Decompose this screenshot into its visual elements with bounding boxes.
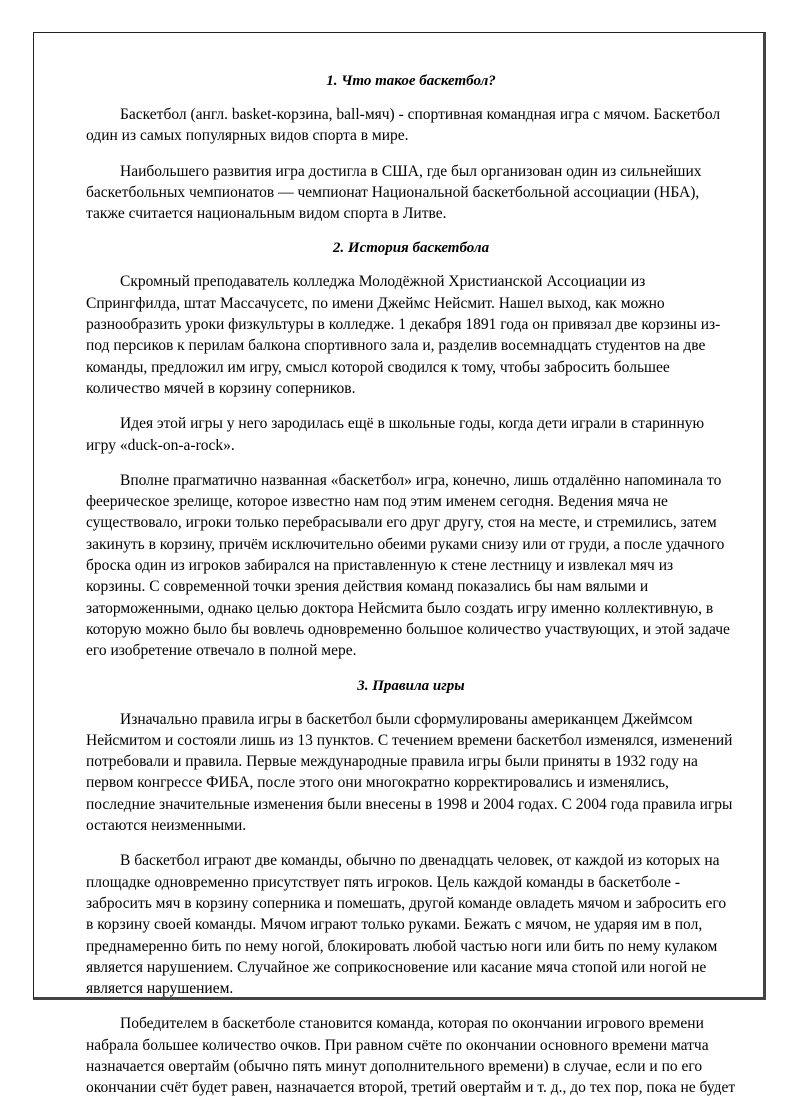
paragraph: В баскетбол играют две команды, обычно по двенадцать человек, от каждой из которых на площадке одновременно присутствует пять игроков. Цель каждой команды в баскетболе - забросить мяч в корзину соперника и помешать, другой команде овладеть мячом и забросить его в корзину своей команды. Мячом играют только руками. Бежать с мячом, не ударяя им в пол, преднамеренно бить по нему ногой, блокировать любой частью ноги или бить по нему кулаком является нарушением. Случайное же соприкосновение или касание мяча стопой или ногой не является нарушением.	[86, 852, 727, 998]
paragraph: Скромный преподаватель колледжа Молодёжной Христианской Ассоциации из Спрингфилда, штат Массачусетс, по имени Джеймс Нейсмит. Нашел выход, как можно разнообразить уроки физкультуры в колледже. 1 декабря 1891 года он привязал две корзины из-под персиков к перилам балкона спортивного зала и, разделив восемнадцать студентов на две команды, предложил им игру, смысл которой сводился к тому, чтобы забросить большее количество мячей в корзину соперников.	[86, 273, 721, 397]
paragraph: Баскетбол (англ. basket-корзина, ball-мяч) - спортивная командная игра с мячом. Баскетбол один из самых популярных видов спорта в мире.	[86, 106, 721, 145]
paragraph: Вполне прагматично названная «баскетбол» игра, конечно, лишь отдалённо напоминала то феерическое зрелище, которое известно нам под этим именем сегодня. Ведения мяча не существовало, игроки только перебрасывали его друг другу, стоя на месте, и стремились, затем закинуть в корзину, причём исключительно обеими руками снизу или от груди, а после удачного броска один из игроков забирался на приставленную к стене лестницу и извлекал мяч из корзины. С современной точки зрения действия команд показались бы нам вялыми и заторможенными, однако целью доктора Нейсмита было создать игру именно коллективную, в которую можно было бы вовлечь одновременно большое количество участвующих, и этой задаче его изобретение отвечало в полной мере.	[86, 471, 730, 660]
paragraph: Идея этой игры у него зародилась ещё в школьные годы, когда дети играли в старинную игру «duck-on-a-rock».	[86, 415, 705, 454]
paragraph: Победителем в баскетболе становится команда, которая по окончании игрового времени набрала большее количество очков. При равном счёте по окончании основного времени матча назначается овертайм (обычно пять минут дополнительного времени) в случае, если и по его окончании счёт будет равен, назначается второй, третий овертайм и т. д., до тех пор, пока не будет	[86, 1015, 736, 1097]
section-heading-what-is-basketball: 1. Что такое баскетбол?	[326, 73, 496, 89]
paragraph: Наибольшего развития игра достигла в США, где был организован один из сильнейших баскетбольных чемпионатов — чемпионат Национальной баскетбольной ассоциации (НБА), также считается национальным видом спорта в Литве.	[86, 162, 702, 223]
document-page	[33, 32, 766, 1097]
document-body	[86, 71, 736, 1113]
paragraph: Изначально правила игры в баскетбол были сформулированы американцем Джеймсом Нейсмитом и состояли лишь из 13 пунктов. С течением времени баскетбол изменялся, изменений потребовали и правила. Первые международные правила игры были приняты в 1932 году на первом конгрессе ФИБА, после этого они многократно корректировались и изменялись, последние значительные изменения были внесены в 1998 и 2004 годах. С 2004 года правила игры остаются неизменными.	[86, 710, 733, 835]
section-heading-history: 2. История баскетбола	[332, 240, 490, 257]
section-heading-rules: 3. Правила игры	[357, 677, 465, 694]
